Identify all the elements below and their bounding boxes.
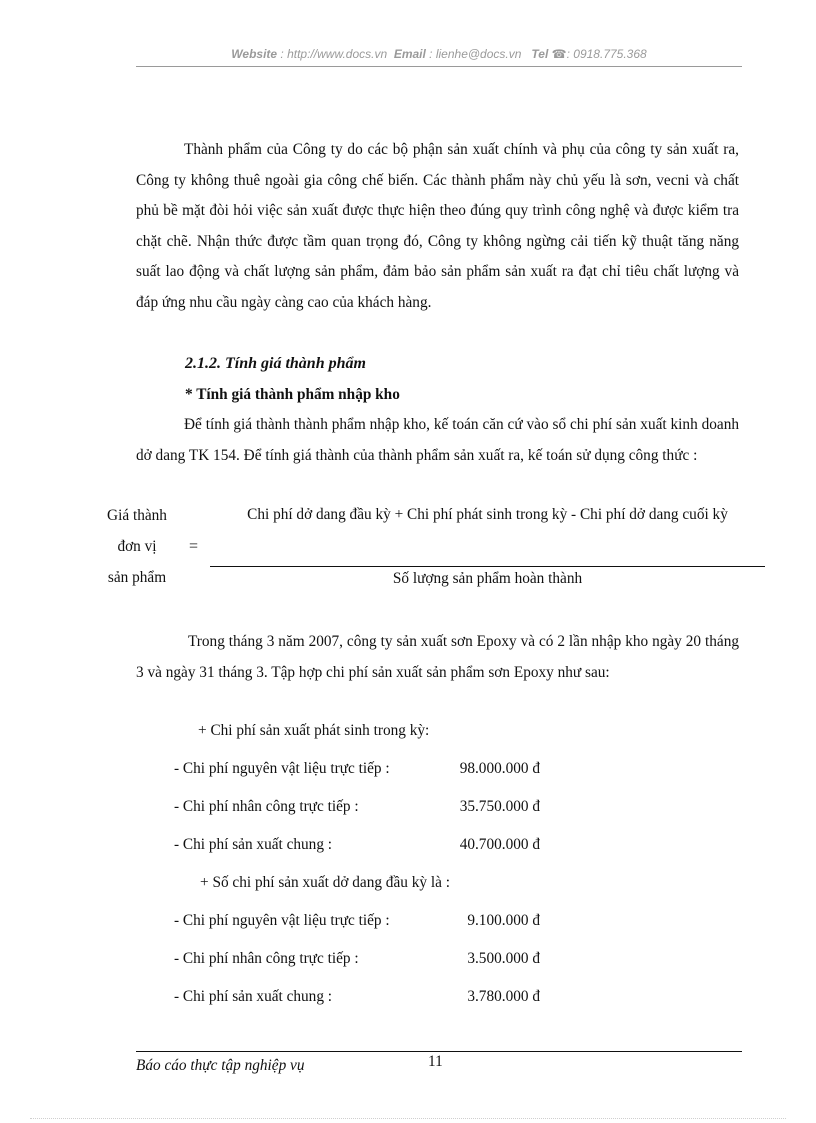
opening-wip-title: + Số chi phí sản xuất dở dang đầu kỳ là : bbox=[200, 874, 450, 891]
opening-wip-item-amount: 3.780.000 đ bbox=[467, 988, 540, 1005]
page-bottom-dots bbox=[30, 1118, 786, 1119]
footer-divider bbox=[136, 1051, 742, 1052]
opening-wip-item-label: - Chi phí sản xuất chung : bbox=[174, 988, 333, 1005]
incurred-item-label: - Chi phí nguyên vật liệu trực tiếp : bbox=[174, 760, 390, 777]
incurred-item-amount: 40.700.000 đ bbox=[459, 836, 540, 853]
formula-left-line3: sản phẩm bbox=[107, 569, 167, 586]
method-paragraph: Để tính giá thành thành phẩm nhập kho, kế toán căn cứ vào sổ chi phí sản xuất kinh doanh dở dang TK 154. Để tính giá thành của thành phẩm sản xuất ra, kế toán sử dụng công thức : bbox=[136, 416, 739, 464]
formula-equals: = bbox=[189, 538, 199, 555]
formula-numerator: Chi phí dở dang đầu kỳ + Chi phí phát sinh trong kỳ - Chi phí dở dang cuối kỳ bbox=[247, 506, 728, 523]
opening-wip-item-label: - Chi phí nhân công trực tiếp : bbox=[174, 950, 359, 967]
incurred-item-label: - Chi phí sản xuất chung : bbox=[174, 836, 333, 853]
tel-value: ☎: 0918.775.368 bbox=[551, 47, 647, 61]
footer-title: Báo cáo thực tập nghiệp vụ bbox=[136, 1057, 305, 1074]
opening-wip-item-label: - Chi phí nguyên vật liệu trực tiếp : bbox=[174, 912, 390, 929]
opening-wip-item-amount: 9.100.000 đ bbox=[467, 912, 540, 929]
subheading: * Tính giá thành phẩm nhập kho bbox=[185, 386, 400, 403]
website-label: Website bbox=[231, 47, 278, 61]
page-number: 11 bbox=[428, 1053, 443, 1070]
opening-wip-item-amount: 3.500.000 đ bbox=[467, 950, 540, 967]
tel-label: Tel bbox=[531, 47, 549, 61]
header-divider bbox=[136, 66, 742, 67]
incurred-item-amount: 98.000.000 đ bbox=[459, 760, 540, 777]
page-header bbox=[136, 47, 742, 61]
incurred-item-label: - Chi phí nhân công trực tiếp : bbox=[174, 798, 359, 815]
formula-left-line2: đơn vị bbox=[117, 538, 157, 555]
section-heading: 2.1.2. Tính giá thành phẩm bbox=[185, 355, 366, 372]
example-paragraph: Trong tháng 3 năm 2007, công ty sản xuất sơn Epoxy và có 2 lần nhập kho ngày 20 tháng 3 và ngày 31 tháng 3. Tập hợp chi phí sản xuất sản phẩm sơn Epoxy như sau: bbox=[136, 633, 739, 681]
email-value[interactable]: : lienhe@docs.vn bbox=[429, 47, 522, 61]
incurred-item-amount: 35.750.000 đ bbox=[459, 798, 540, 815]
intro-paragraph: Thành phẩm của Công ty do các bộ phận sản xuất chính và phụ của công ty sản xuất ra, Công ty không thuê ngoài gia công chế biến. Các thành phẩm này chủ yếu là sơn, vecni và chất phủ bề mặt đòi hỏi việc sản xuất được thực hiện theo đúng quy trình công nghệ và được kiểm tra chặt chẽ. Nhận thức được tầm quan trọng đó, Công ty không ngừng cải tiến kỹ thuật tăng năng suất lao động và chất lượng sản phẩm, đảm bảo sản phẩm sản xuất ra đạt chỉ tiêu chất lượng và đáp ứng nhu cầu ngày càng cao của khách hàng. bbox=[136, 141, 739, 311]
formula-denominator: Số lượng sản phẩm hoàn thành bbox=[392, 570, 583, 587]
email-label: Email bbox=[393, 47, 426, 61]
incurred-title: + Chi phí sản xuất phát sinh trong kỳ: bbox=[198, 722, 430, 739]
website-value[interactable]: : http://www.docs.vn bbox=[280, 47, 388, 61]
formula-left-line1: Giá thành bbox=[107, 507, 167, 524]
